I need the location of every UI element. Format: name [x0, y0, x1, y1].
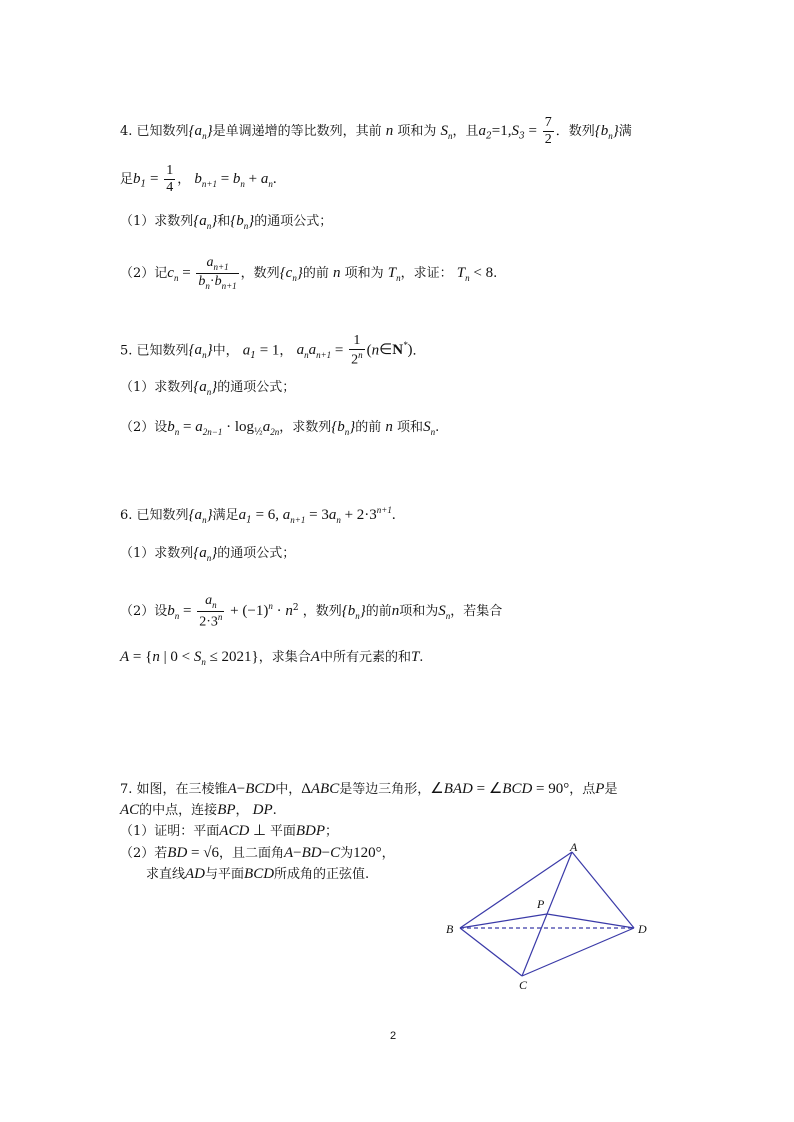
problem-7-question-1: （1）证明：平面ACD ⊥ 平面BDP； [120, 823, 339, 839]
problem-6-question-2: （2）设$b_n$ = $\frac{a_n}{2\cdot 3^n}$ + $(-1)^n \cdot n^2$ ，数列$\{b_n\}$的前n项和为$S_n$，若集合 [120, 593, 503, 630]
problem-4-question-1: （1）求数列$\{a_n\}$和$\{b_n\}$的通项公式； [120, 213, 333, 231]
tetrahedron-figure [430, 840, 690, 1010]
page-number: 2 [390, 1030, 397, 1042]
problem-7-question-2-line2: 求直线AD与平面BCD所成角的正弦值. [146, 866, 370, 882]
problem-5-stem: 5. 已知数列$\{a_n\}$中， $a_1 = 1$， $a_na_{n+1}$ = $\frac{1}{2^n}$ (n∈N*)． [120, 333, 426, 368]
problem-7-question-2: （2）若BD = √6，且二面角A−BD−C为120°， [120, 845, 395, 861]
problem-4-stem-line2: 足$b_1$ = $\frac{1}{4}$ ， $b_{n+1} = b_n + a_n$. [120, 163, 277, 195]
problem-6-stem: 6. 已知数列$\{a_n\}$满足$a_1 = 6$, $a_{n+1} = 3a_n + 2\cdot 3^{n+1}$. [120, 505, 396, 526]
problem-6-question-2-line2: A = {n | $0 < S_n \le 2021$}，求集合A中所有元素的和T. [120, 649, 424, 667]
edge-BC [460, 928, 522, 976]
edge-BP [460, 914, 547, 928]
label-C: C [519, 978, 528, 992]
label-D: D [638, 922, 647, 936]
edge-AD [572, 852, 634, 928]
label-P: P [537, 897, 545, 911]
problem-4-stem: 4. 已知数列$\{a_n\}$是单调递增的等比数列，其前 n 项和为 $S_n$，且$a_2=1,S_3$ = $\frac{7}{2}$ ．数列$\{b_n\}$满 [120, 115, 632, 147]
problem-7-stem: 7. 如图，在三棱锥A−BCD中，ΔABC是等边三角形，∠BAD = ∠BCD = 90°，点P是 [120, 781, 618, 797]
problem-5-question-1: （1）求数列$\{a_n\}$的通项公式； [120, 379, 296, 397]
problem-7-stem-line2: AC的中点，连接BP， DP. [120, 802, 277, 818]
problem-5-question-2: （2）设$b_n = a_{2n-1} \cdot \log_{\frac{1}{2}}a_{2n}$，求数列$\{b_n\}$的前 n 项和$S_n$. [120, 419, 440, 438]
problem-4-question-2: （2）记$c_n$ = $\frac{a_{n+1}}{b_n\cdot b_{n+1}}$ ，数列$\{c_n\}$的前 n 项和为 $T_n$，求证： $T_n < 8$. [120, 255, 498, 291]
problem-6-question-1: （1）求数列$\{a_n\}$的通项公式； [120, 545, 296, 563]
label-A: A [570, 840, 578, 854]
edge-DP [547, 914, 634, 928]
edge-AB [460, 852, 572, 928]
label-B: B [446, 922, 454, 936]
